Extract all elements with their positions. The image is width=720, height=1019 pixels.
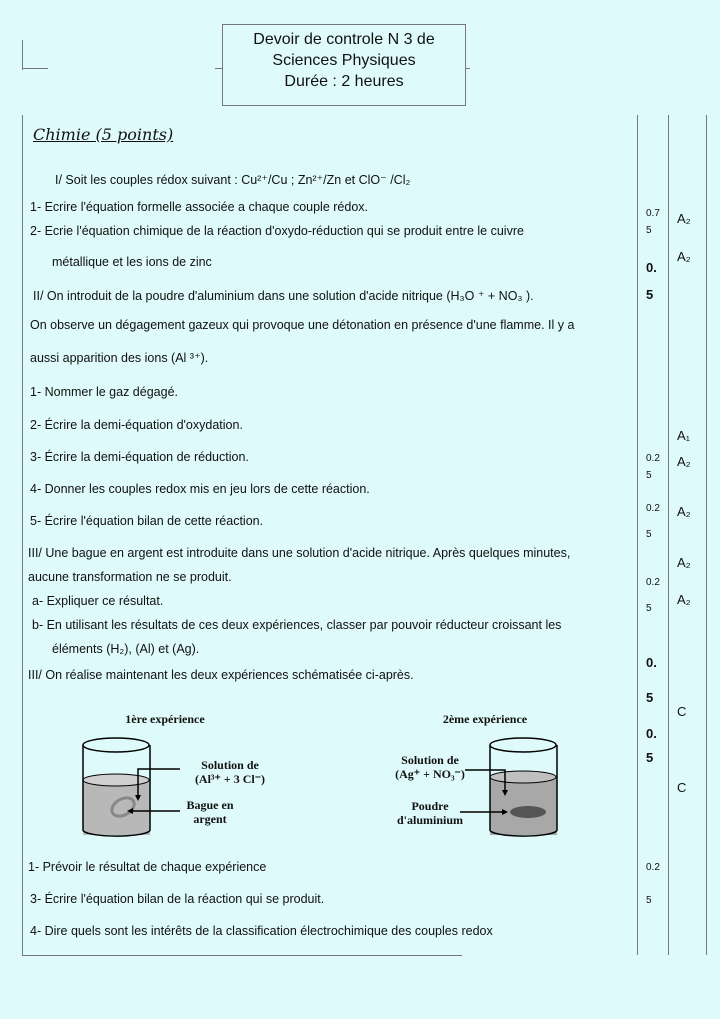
question-text: 3- Écrire l'équation bilan de la réaction qui se produit. bbox=[30, 892, 325, 906]
object-label: Poudre bbox=[411, 799, 449, 813]
experiment-2-solution bbox=[380, 753, 480, 781]
competence: A₂ bbox=[677, 211, 691, 226]
question-text: 1- Prévoir le résultat de chaque expérience bbox=[28, 860, 267, 874]
question-text: a- Expliquer ce résultat. bbox=[32, 594, 164, 608]
question-text: 2- Écrire la demi-équation d'oxydation. bbox=[30, 418, 243, 432]
header-duration: Durée : 2 heures bbox=[284, 73, 404, 90]
question-text: 2- Ecrie l'équation chimique de la réaction d'oxydo-réduction qui se produit entre le cuivre bbox=[30, 224, 524, 238]
question-text: aussi apparition des ions (Al ³⁺). bbox=[30, 351, 209, 365]
experiment-2-object bbox=[385, 799, 475, 827]
score: 5 bbox=[646, 603, 652, 614]
question-text: 3- Écrire la demi-équation de réduction. bbox=[30, 450, 249, 464]
competence: A₂ bbox=[677, 592, 691, 607]
left-border bbox=[22, 115, 23, 955]
score: 5 bbox=[646, 225, 652, 236]
question-text: éléments (H₂), (Al) et (Ag). bbox=[52, 642, 200, 656]
score: 0. bbox=[646, 260, 657, 275]
aluminium-powder bbox=[510, 806, 546, 818]
score: 0.2 bbox=[646, 577, 660, 588]
object-label: d'aluminium bbox=[396, 813, 464, 827]
score: 5 bbox=[646, 470, 652, 481]
score: 0.2 bbox=[646, 503, 660, 514]
competence: C bbox=[677, 780, 687, 795]
experiment-2-title: 2ème expérience bbox=[442, 712, 528, 726]
score: 0.7 bbox=[646, 208, 660, 219]
score: 0.2 bbox=[646, 862, 660, 873]
question-text: II/ On introduit de la poudre d'aluminium dans une solution d'acide nitrique (H₃O ⁺ + NO₃ ). bbox=[33, 289, 534, 303]
competence: C bbox=[677, 704, 687, 719]
solution-formula: (Al³⁺ + 3 Cl⁻) bbox=[194, 772, 266, 786]
question-text: métallique et les ions de zinc bbox=[52, 255, 212, 269]
question-text: III/ Une bague en argent est introduite dans une solution d'acide nitrique. Après quelques minutes, bbox=[28, 546, 571, 560]
question-text: b- En utilisant les résultats de ces deux expériences, classer par pouvoir réducteur croissant les bbox=[32, 618, 562, 632]
score: 0. bbox=[646, 655, 657, 670]
question-text: 5- Écrire l'équation bilan de cette réaction. bbox=[30, 514, 264, 528]
exam-header bbox=[222, 24, 466, 106]
score: 5 bbox=[646, 895, 652, 906]
beaker-1 bbox=[83, 738, 180, 836]
divider bbox=[22, 40, 23, 70]
solution-formula: (Ag⁺ + NO₃⁻) bbox=[395, 767, 465, 781]
competence-column-border bbox=[668, 115, 669, 955]
competence: A₂ bbox=[677, 555, 691, 570]
question-text: I/ Soit les couples rédox suivant : Cu²⁺/Cu ; Zn²⁺/Zn et ClO⁻ /Cl₂ bbox=[55, 173, 411, 187]
question-text: 1- Nommer le gaz dégagé. bbox=[30, 385, 178, 399]
competence: A₂ bbox=[677, 249, 691, 264]
object-label: Bague en bbox=[186, 798, 234, 812]
score: 5 bbox=[646, 287, 654, 302]
score: 5 bbox=[646, 690, 654, 705]
section-title: Chimie (5 points) bbox=[33, 125, 174, 144]
question-text: On observe un dégagement gazeux qui provoque une détonation en présence d'une flamme. Il y a bbox=[30, 318, 575, 332]
question-text: III/ On réalise maintenant les deux expériences schématisée ci-après. bbox=[28, 668, 414, 682]
header-subject: Sciences Physiques bbox=[272, 52, 416, 69]
solution-label: Solution de bbox=[401, 753, 459, 767]
score: 5 bbox=[646, 529, 652, 540]
object-label: argent bbox=[193, 812, 227, 826]
header-title: Devoir de controle N 3 de bbox=[253, 31, 435, 48]
score: 0.2 bbox=[646, 453, 660, 464]
score-column-border bbox=[637, 115, 638, 955]
question-text: 4- Donner les couples redox mis en jeu lors de cette réaction. bbox=[30, 482, 370, 496]
competence: A₂ bbox=[677, 454, 691, 469]
question-text: 1- Ecrire l'équation formelle associée a chaque couple rédox. bbox=[30, 200, 368, 214]
experiment-1-object bbox=[170, 798, 250, 826]
score: 0. bbox=[646, 726, 657, 741]
question-text: aucune transformation ne se produit. bbox=[28, 570, 232, 584]
competence: A₁ bbox=[677, 428, 691, 443]
bottom-border bbox=[22, 955, 462, 956]
question-text: 4- Dire quels sont les intérêts de la classification électrochimique des couples redox bbox=[30, 924, 493, 938]
score: 5 bbox=[646, 750, 654, 765]
right-border bbox=[706, 115, 707, 955]
experiment-1-solution bbox=[180, 758, 280, 786]
solution-label: Solution de bbox=[201, 758, 259, 772]
experiment-1-title: 1ère expérience bbox=[125, 712, 205, 726]
competence: A₂ bbox=[677, 504, 691, 519]
divider bbox=[22, 68, 48, 69]
